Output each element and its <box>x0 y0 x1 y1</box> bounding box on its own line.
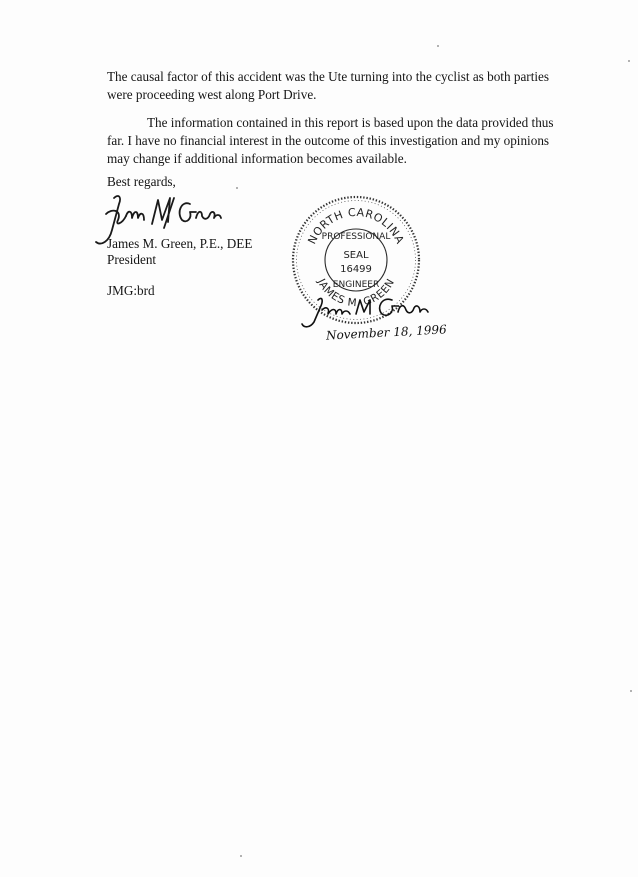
seal-professional-text: PROFESSIONAL <box>321 232 391 242</box>
scan-speck <box>628 60 630 62</box>
paragraph-disclaimer <box>107 114 567 168</box>
seal-number: 16499 <box>340 264 372 275</box>
seal-date: November 18, 1996 <box>325 322 447 343</box>
scan-speck <box>236 187 238 189</box>
scan-speck <box>630 690 632 692</box>
scan-speck <box>437 45 439 47</box>
paragraph-line: may change if additional information becomes available. <box>107 151 407 166</box>
reference-initials: JMG:brd <box>107 283 155 298</box>
signer-name: James M. Green, P.E., DEE <box>107 236 253 251</box>
scan-speck <box>240 855 242 857</box>
paragraph-line: were proceeding west along Port Drive. <box>107 87 317 102</box>
closing-salutation: Best regards, <box>107 174 176 189</box>
seal-signature-and-date <box>296 290 456 346</box>
paragraph-line: far. I have no financial interest in the outcome of this investigation and my opinions <box>107 133 550 148</box>
seal-top-text: NORTH CAROLINA <box>305 205 407 247</box>
paragraph-line: The information contained in this report is based upon the data provided thus <box>147 115 554 130</box>
paragraph-causal-factor <box>107 68 567 104</box>
signer-title: President <box>107 252 157 267</box>
seal-engineer-text: ENGINEER <box>332 280 380 290</box>
seal-seal-text: SEAL <box>343 250 369 261</box>
seal-bottom-name: JAMES M. GREEN <box>314 276 398 310</box>
paragraph-line: The causal factor of this accident was the Ute turning into the cyclist as both parties <box>107 69 550 84</box>
